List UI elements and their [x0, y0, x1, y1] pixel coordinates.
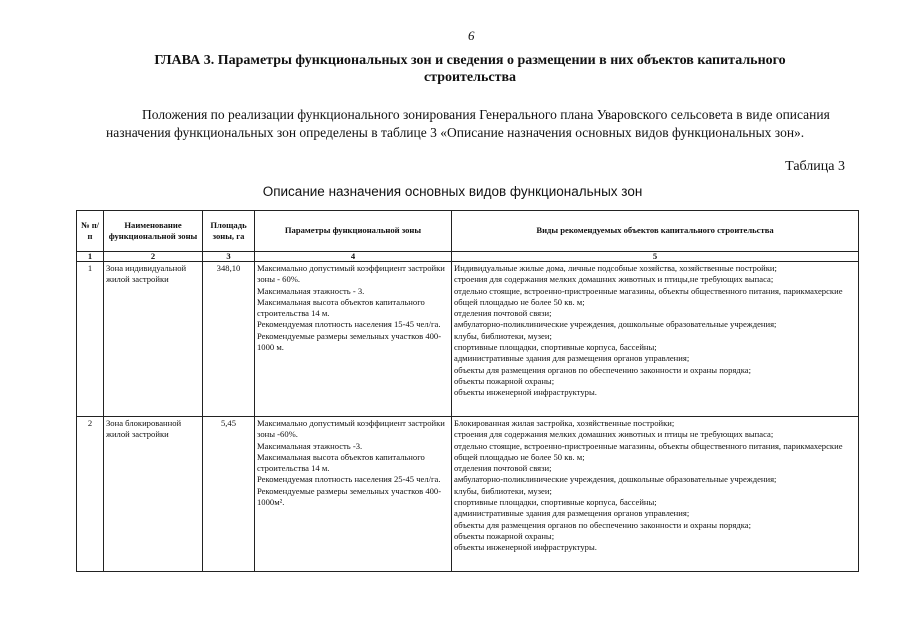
object-line: отдельно стоящие, встроенно-пристроенные магазины, объекты общественного питания, парикмахерские общей площадью не более 50 кв. м;	[454, 285, 843, 307]
param-line: Рекомендуемые размеры земельных участков 400-1000 м.	[257, 330, 442, 353]
param-line: Рекомендуемая плотность населения 15-45 чел/га.	[257, 319, 441, 330]
column-number: 5	[452, 252, 859, 262]
object-line: Индивидуальные жилые дома, личные подсобные хозяйства, хозяйственные постройки;	[454, 263, 777, 273]
row-area: 348,10	[203, 262, 255, 417]
header-zone-name: Наименование функциональной зоны	[104, 211, 203, 252]
object-line: отделения почтовой связи;	[454, 463, 552, 474]
object-line: объекты пожарной охраны;	[454, 530, 555, 541]
column-number: 2	[104, 252, 203, 262]
header-num: № п/п	[77, 211, 104, 252]
param-line: Максимально допустимый коэффициент застройки зоны -60%.	[257, 418, 445, 440]
param-line: Рекомендуемая плотность населения 25-45 чел/га.	[257, 474, 441, 485]
param-line: Максимально допустимый коэффициент застройки зоны - 60%.	[257, 263, 445, 285]
header-objects: Виды рекомендуемых объектов капитального строительства	[452, 211, 859, 252]
param-line: Максимальная высота объектов капитального строительства 14 м.	[257, 451, 425, 474]
object-line: объекты для размещения органов по обеспечению законности и охраны порядка;	[454, 519, 751, 530]
row-objects	[452, 262, 859, 417]
object-line: строения для содержания мелких домашних животных и птицы,не требующих выпаса;	[454, 274, 774, 285]
header-params: Параметры функциональной зоны	[255, 211, 452, 252]
object-line: Блокированная жилая застройка, хозяйственные постройки;	[454, 418, 675, 428]
page-number: 6	[468, 28, 475, 43]
chapter-title: ГЛАВА 3. Параметры функциональных зон и сведения о размещении в них объектов капитального строительства	[154, 53, 786, 85]
object-line: объекты инженерной инфраструктуры.	[454, 542, 597, 553]
row-zone-name: Зона индивидуальной жилой застройки	[104, 262, 203, 417]
object-line: амбулаторно-поликлинические учреждения, дошкольные образовательные учреждения;	[454, 474, 777, 485]
object-line: строения для содержания мелких домашних животных и птицы не требующих выпаса;	[454, 429, 774, 440]
header-area: Площадь зоны, га	[203, 211, 255, 252]
column-number: 4	[255, 252, 452, 262]
param-line: Максимальная этажность -3.	[257, 440, 363, 451]
row-zone-name: Зона блокированной жилой застройки	[104, 417, 203, 572]
object-line: объекты инженерной инфраструктуры.	[454, 387, 597, 398]
object-line: спортивные площадки, спортивные корпуса, бассейны;	[454, 342, 657, 353]
column-number: 3	[203, 252, 255, 262]
object-line: административные здания для размещения органов управления;	[454, 508, 690, 519]
object-line: спортивные площадки, спортивные корпуса, бассейны;	[454, 497, 657, 508]
table-row	[77, 262, 859, 417]
object-line: клубы, библиотеки, музеи;	[454, 330, 552, 341]
table-row	[77, 417, 859, 572]
column-number-row	[77, 252, 859, 262]
row-params	[255, 417, 452, 572]
row-area: 5,45	[203, 417, 255, 572]
param-line: Рекомендуемые размеры земельных участков 400-1000м².	[257, 485, 442, 508]
object-line: отдельно стоящие, встроенно-пристроенные магазины, объекты общественного питания, парикмахерские общей площадью не более 50 кв. м;	[454, 440, 843, 462]
intro-paragraph: Положения по реализации функционального зонирования Генерального плана Уваровского сельсовета в виде описания назначения функциональных зон определены в таблице 3 «Описание назначения основных видов функциональных зон».	[106, 107, 830, 140]
object-line: отделения почтовой связи;	[454, 308, 552, 319]
object-line: объекты для размещения органов по обеспечению законности и охраны порядка;	[454, 364, 751, 375]
object-line: объекты пожарной охраны;	[454, 375, 555, 386]
row-objects	[452, 417, 859, 572]
row-params	[255, 262, 452, 417]
param-line: Максимальная этажность - 3.	[257, 285, 365, 296]
zones-table	[76, 210, 859, 572]
object-line: амбулаторно-поликлинические учреждения, дошкольные образовательные учреждения;	[454, 319, 777, 330]
param-line: Максимальная высота объектов капитального строительства 14 м.	[257, 296, 425, 319]
table-label: Таблица 3	[785, 159, 845, 174]
object-line: клубы, библиотеки, музеи;	[454, 485, 552, 496]
object-line: административные здания для размещения органов управления;	[454, 353, 690, 364]
row-num: 2	[77, 417, 104, 572]
table-header-row	[77, 211, 859, 252]
table-caption: Описание назначения основных видов функциональных зон	[262, 184, 643, 199]
row-num: 1	[77, 262, 104, 417]
column-number: 1	[77, 252, 104, 262]
